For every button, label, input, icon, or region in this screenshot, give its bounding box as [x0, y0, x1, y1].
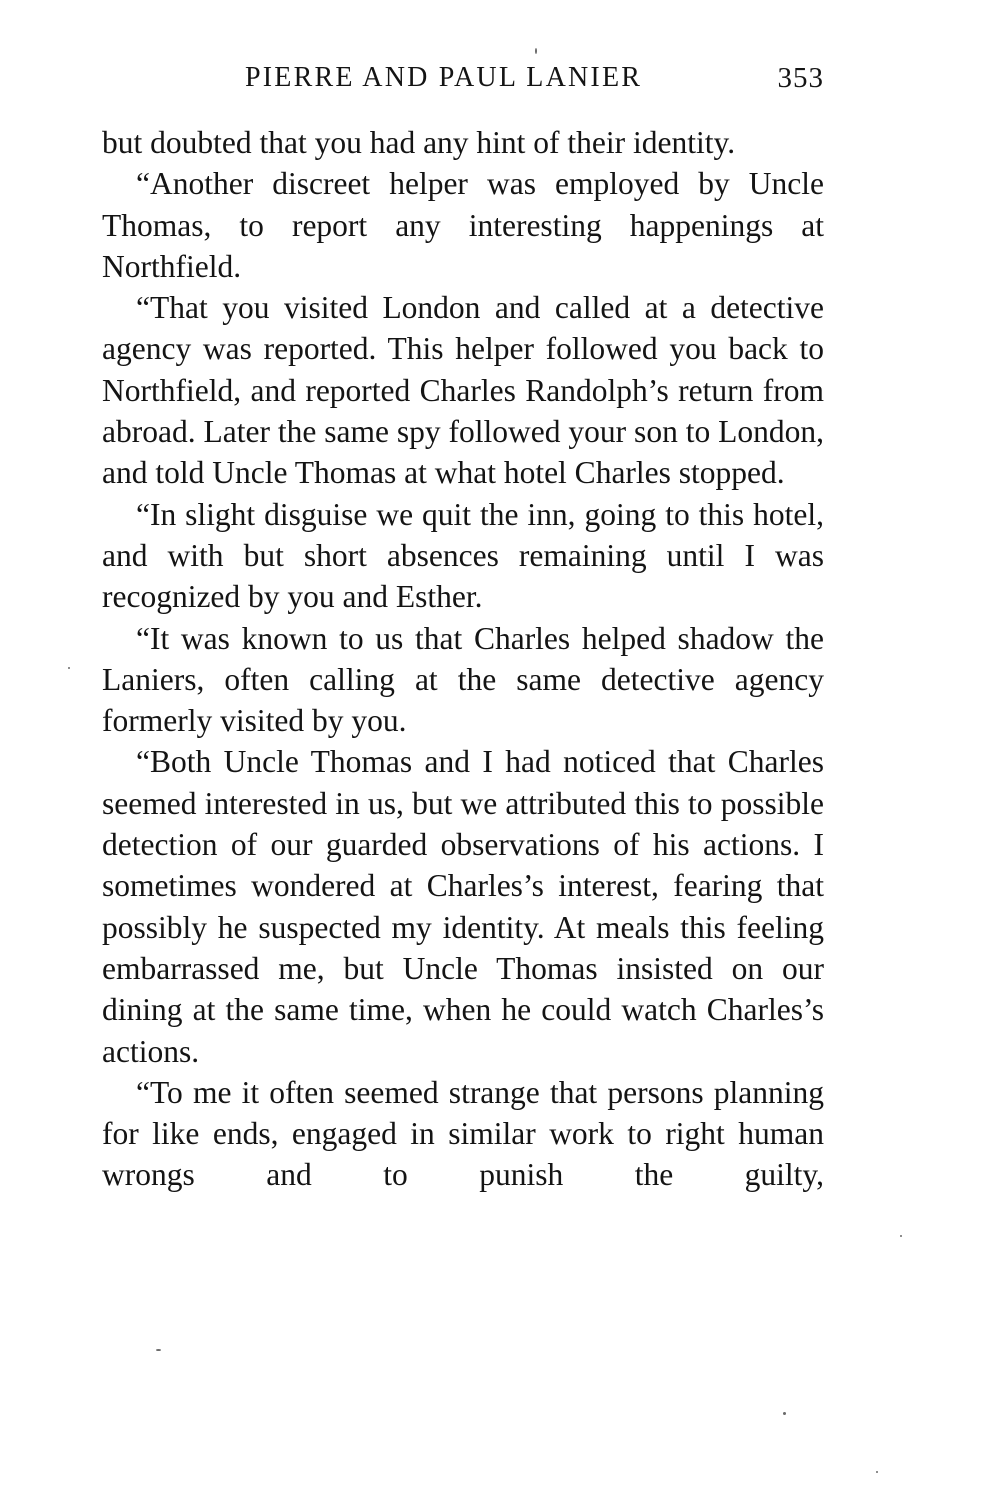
running-head-title: PIERRE AND PAUL LANIER: [245, 62, 643, 93]
scan-speck: [900, 1235, 902, 1237]
running-head: [100, 58, 824, 98]
paragraph-shadow-laniers: “It was known to us that Charles helped shadow the Laniers, often calling at the same detective agency formerly visited by you.: [102, 620, 824, 739]
body-text: [102, 122, 824, 1196]
paragraph-disguise: “In slight disguise we quit the inn, going to this hotel, and with but short absences remaining until I was recognized by you and Esther.: [102, 496, 824, 615]
scan-speck: [876, 1471, 878, 1473]
scan-speck: [535, 48, 537, 54]
scan-speck: [156, 1349, 161, 1351]
paragraph-continuation: but doubted that you had any hint of their identity.: [102, 125, 736, 160]
paragraph-strange-persons: “To me it often seemed strange that persons planning for like ends, engaged in similar work to right human wrongs and to punish the guilty,: [102, 1074, 824, 1193]
paragraph-london-visit: “That you visited London and called at a detective agency was reported. This helper followed you back to Northfield, and reported Charles Randolph’s return from abroad. Later the same spy followed your son to London, and told Uncle Thomas at what hotel Charles stopped.: [102, 290, 824, 491]
paragraph-discreet-helper: “Another discreet helper was employed by Uncle Thomas, to report any interesting happenings at Northfield.: [102, 166, 824, 284]
scan-speck: [783, 1412, 786, 1415]
paragraph-charles-interest: “Both Uncle Thomas and I had noticed that Charles seemed interested in us, but we attributed this to possible detection of our guarded observations of his actions. I sometimes wondered at Charles’s interest, fearing that possibly he suspected my identity. At meals this feeling embarrassed me, but Uncle Thomas insisted on our dining at the same time, when he could watch Charles’s actions.: [102, 744, 824, 1069]
scan-speck: [68, 667, 70, 669]
page-number: 353: [777, 62, 824, 94]
